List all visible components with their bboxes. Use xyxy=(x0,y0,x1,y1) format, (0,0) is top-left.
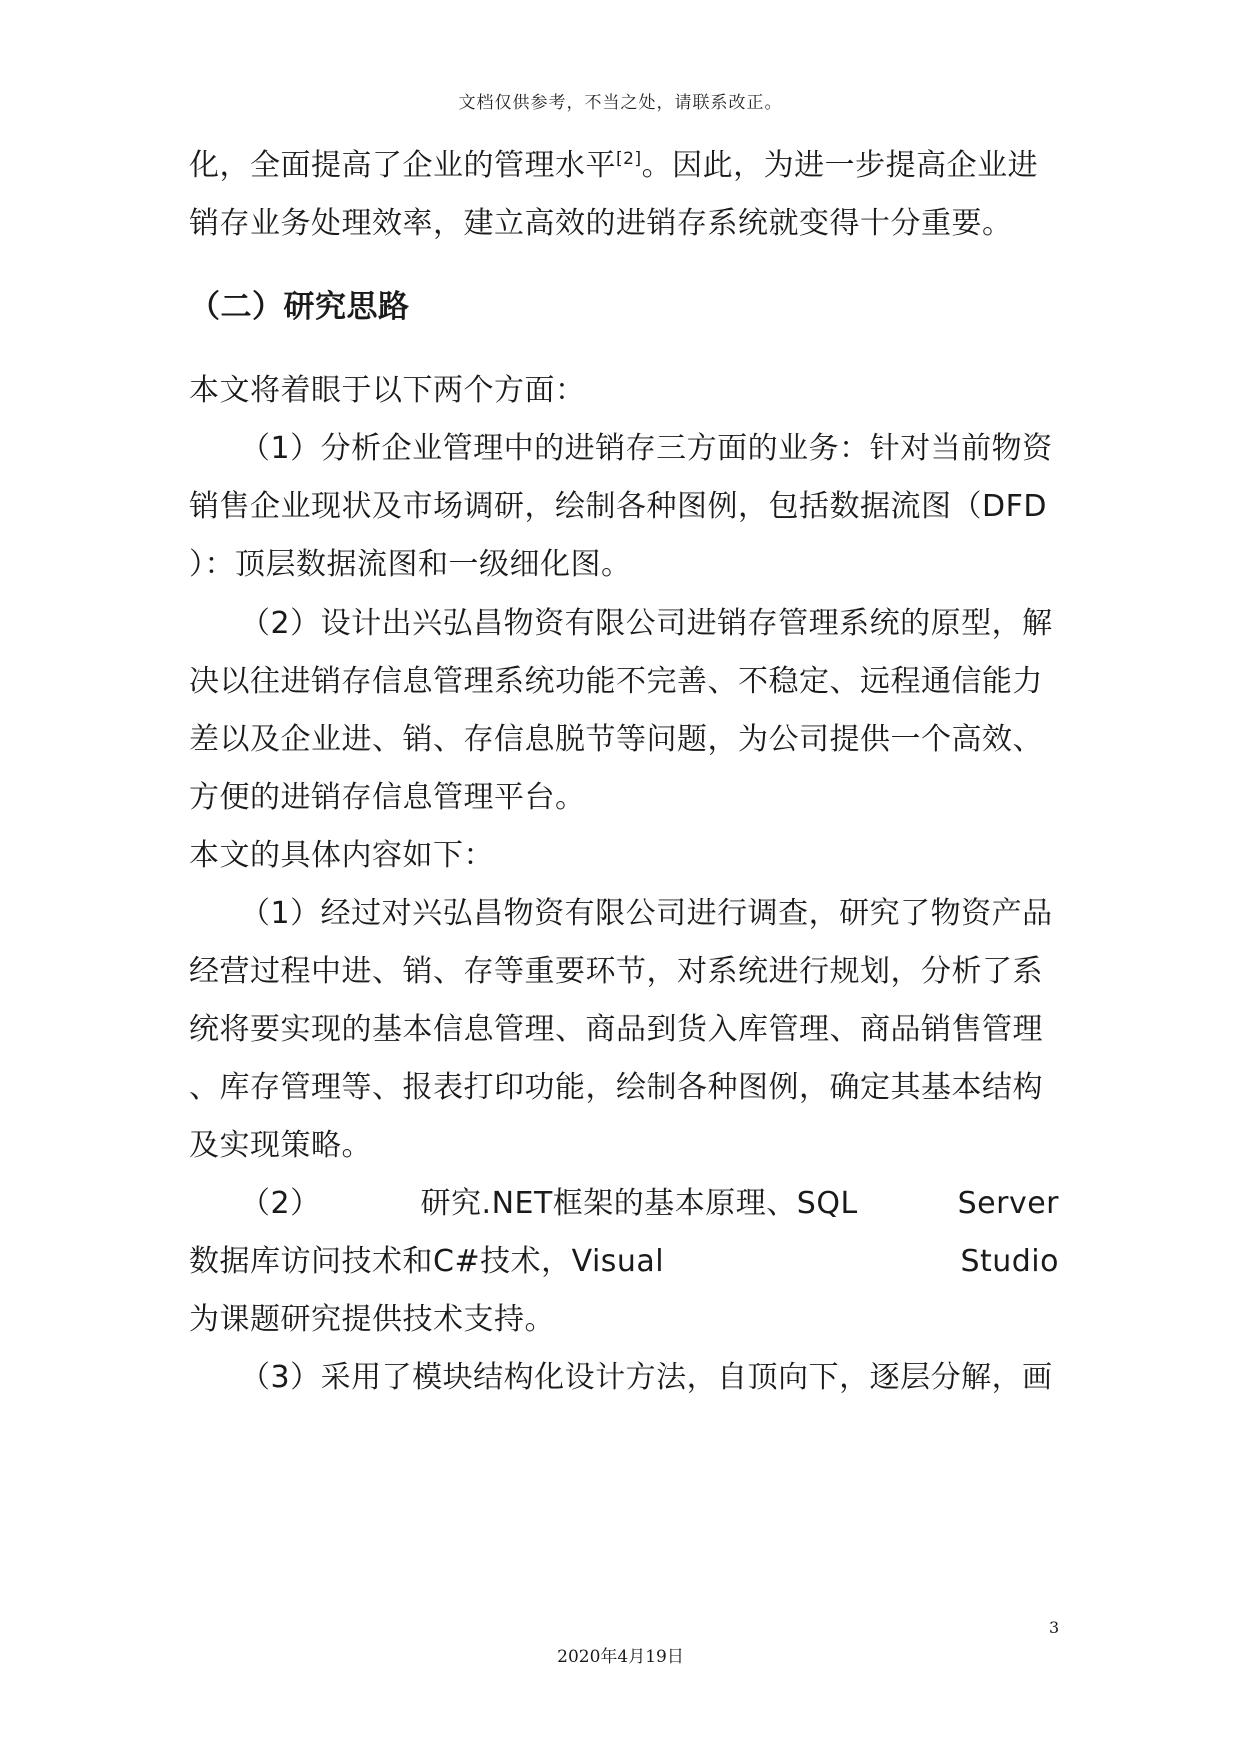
page-number: 3 xyxy=(1049,1618,1060,1637)
page-header-notice: 文档仅供参考，不当之处，请联系改正。 xyxy=(458,93,783,113)
body-line-9: 差以及企业进、销、存信息脱节等问题，为公司提供一个高效、 xyxy=(189,722,1043,757)
body-line-12: （1）经过对兴弘昌物资有限公司进行调查，研究了物资产品 xyxy=(240,896,1053,931)
body-line-15: 、库存管理等、报表打印功能，绘制各种图例，确定其基本结构 xyxy=(189,1070,1043,1105)
body-line-5: 销售企业现状及市场调研，绘制各种图例，包括数据流图（DFD xyxy=(189,489,1047,524)
body-line-1 xyxy=(189,146,1038,186)
body-line-3: 本文将着眼于以下两个方面： xyxy=(189,373,586,408)
body-text: 数据库访问技术和C#技术，Visual xyxy=(189,1244,665,1279)
body-text: 。因此，为进一步提高企业进 xyxy=(641,148,1039,183)
body-line-8: 决以往进销存信息管理系统功能不完善、不稳定、远程通信能力 xyxy=(189,664,1043,699)
section-heading: （二）研究思路 xyxy=(189,289,410,325)
body-line-19: 为课题研究提供技术支持。 xyxy=(189,1302,555,1337)
body-line-13: 经营过程中进、销、存等重要环节，对系统进行规划，分析了系 xyxy=(189,954,1043,989)
body-line-16: 及实现策略。 xyxy=(189,1128,372,1163)
body-line-6: ）：顶层数据流图和一级细化图。 xyxy=(189,547,632,582)
body-line-11: 本文的具体内容如下： xyxy=(189,838,494,873)
body-line-18 xyxy=(189,1242,1059,1282)
body-text: 化，全面提高了企业的管理水平 xyxy=(189,148,616,183)
body-line-14: 统将要实现的基本信息管理、商品到货入库管理、商品销售管理 xyxy=(189,1012,1043,1047)
body-line-10: 方便的进销存信息管理平台。 xyxy=(189,780,586,815)
citation-reference[interactable]: [2] xyxy=(616,149,642,169)
body-line-20: （3）采用了模块结构化设计方法，自顶向下，逐层分解，画 xyxy=(240,1360,1053,1395)
body-line-4: （1）分析企业管理中的进销存三方面的业务：针对当前物资 xyxy=(240,431,1053,466)
body-text: 研究.NET框架的基本原理、SQL xyxy=(420,1186,858,1221)
body-text: Studio xyxy=(960,1244,1059,1279)
body-line-7: （2）设计出兴弘昌物资有限公司进销存管理系统的原型，解 xyxy=(240,606,1053,641)
body-text: Server xyxy=(957,1186,1059,1221)
body-line-2: 销存业务处理效率，建立高效的进销存系统就变得十分重要。 xyxy=(189,206,1013,241)
body-text: （2） xyxy=(240,1186,321,1221)
footer-date: 2020年4月19日 xyxy=(557,1647,684,1667)
body-line-17 xyxy=(240,1184,1059,1224)
